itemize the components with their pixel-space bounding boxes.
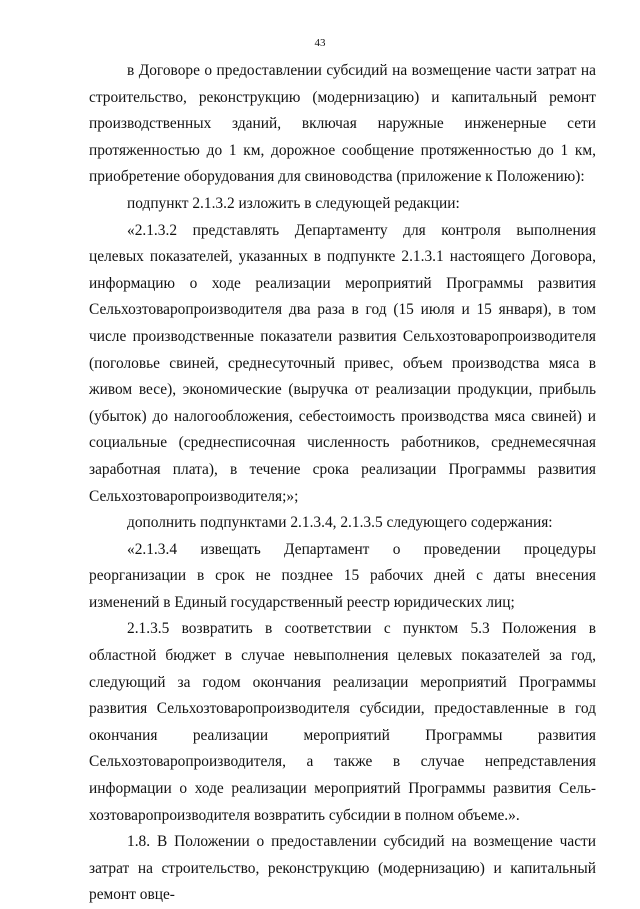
paragraph-6: 2.1.3.5 возвратить в соответствии с пунктом 5.3 Положения в областной бюджет в случае невыполнения целевых показателей за год, следующий за годом окончания реализации мероприятий Программы развития Сельхозтоваропроизводителя субсидии, предоставленные в год окончания реализации мероприятий Программы развития Сельхозтоваропроизводителя, а также в случае непредставления информации о ходе реализации мероприятий Программы развития Сельхозтоваропроизводителя возвратить субсидии в полном объеме.».	[89, 620, 596, 824]
paragraph-4: дополнить подпунктами 2.1.3.4, 2.1.3.5 следующего содержания:	[127, 514, 553, 532]
paragraph-3: «2.1.3.2 представлять Департаменту для контроля выполнения целевых показателей, указанных в подпункте 2.1.3.1 настоящего Договора, информацию о ходе реализации мероприятий Программы развития Сельхозтоваропроизводителя два раза в год (15 июля и 15 января), в том числе производственные показатели развития Сельхозтоваропроизводителя (поголовье свиней, среднесуточный привес, объем производства мяса в живом весе), экономические (выручка от реализации продукции, прибыль (убыток) до налогообложения, себестоимость производства мяса свиней) и социальные (среднесписочная численность работников, среднемесячная заработная плата), в течение срока реализации Программы развития Сельхозтоваропроизводителя;»;	[89, 221, 596, 505]
page-number: 43	[314, 37, 326, 49]
paragraph-7: 1.8. В Положении о предоставлении субсидий на возмещение части затрат на строительство, реконструкцию (модернизацию) и капитальный ремонт овце-	[89, 833, 596, 904]
paragraph-1: в Договоре о предоставлении субсидий на возмещение части затрат на строительство, реконструкцию (модернизацию) и капитальный ремонт производственных зданий, включая наружные инженерные сети протяженностью до 1 км, дорожное сообщение протяженностью до 1 км, приобретение оборудования для свиноводства (приложение к Положению):	[89, 62, 596, 186]
paragraph-5: «2.1.3.4 извещать Департамент о проведении процедуры реорганизации в срок не позднее 15 рабочих дней с даты внесения изменений в Единый государственный реестр юридических лиц;	[89, 540, 596, 611]
document-body	[89, 58, 596, 909]
paragraph-2: подпункт 2.1.3.2 изложить в следующей редакции:	[127, 194, 460, 212]
